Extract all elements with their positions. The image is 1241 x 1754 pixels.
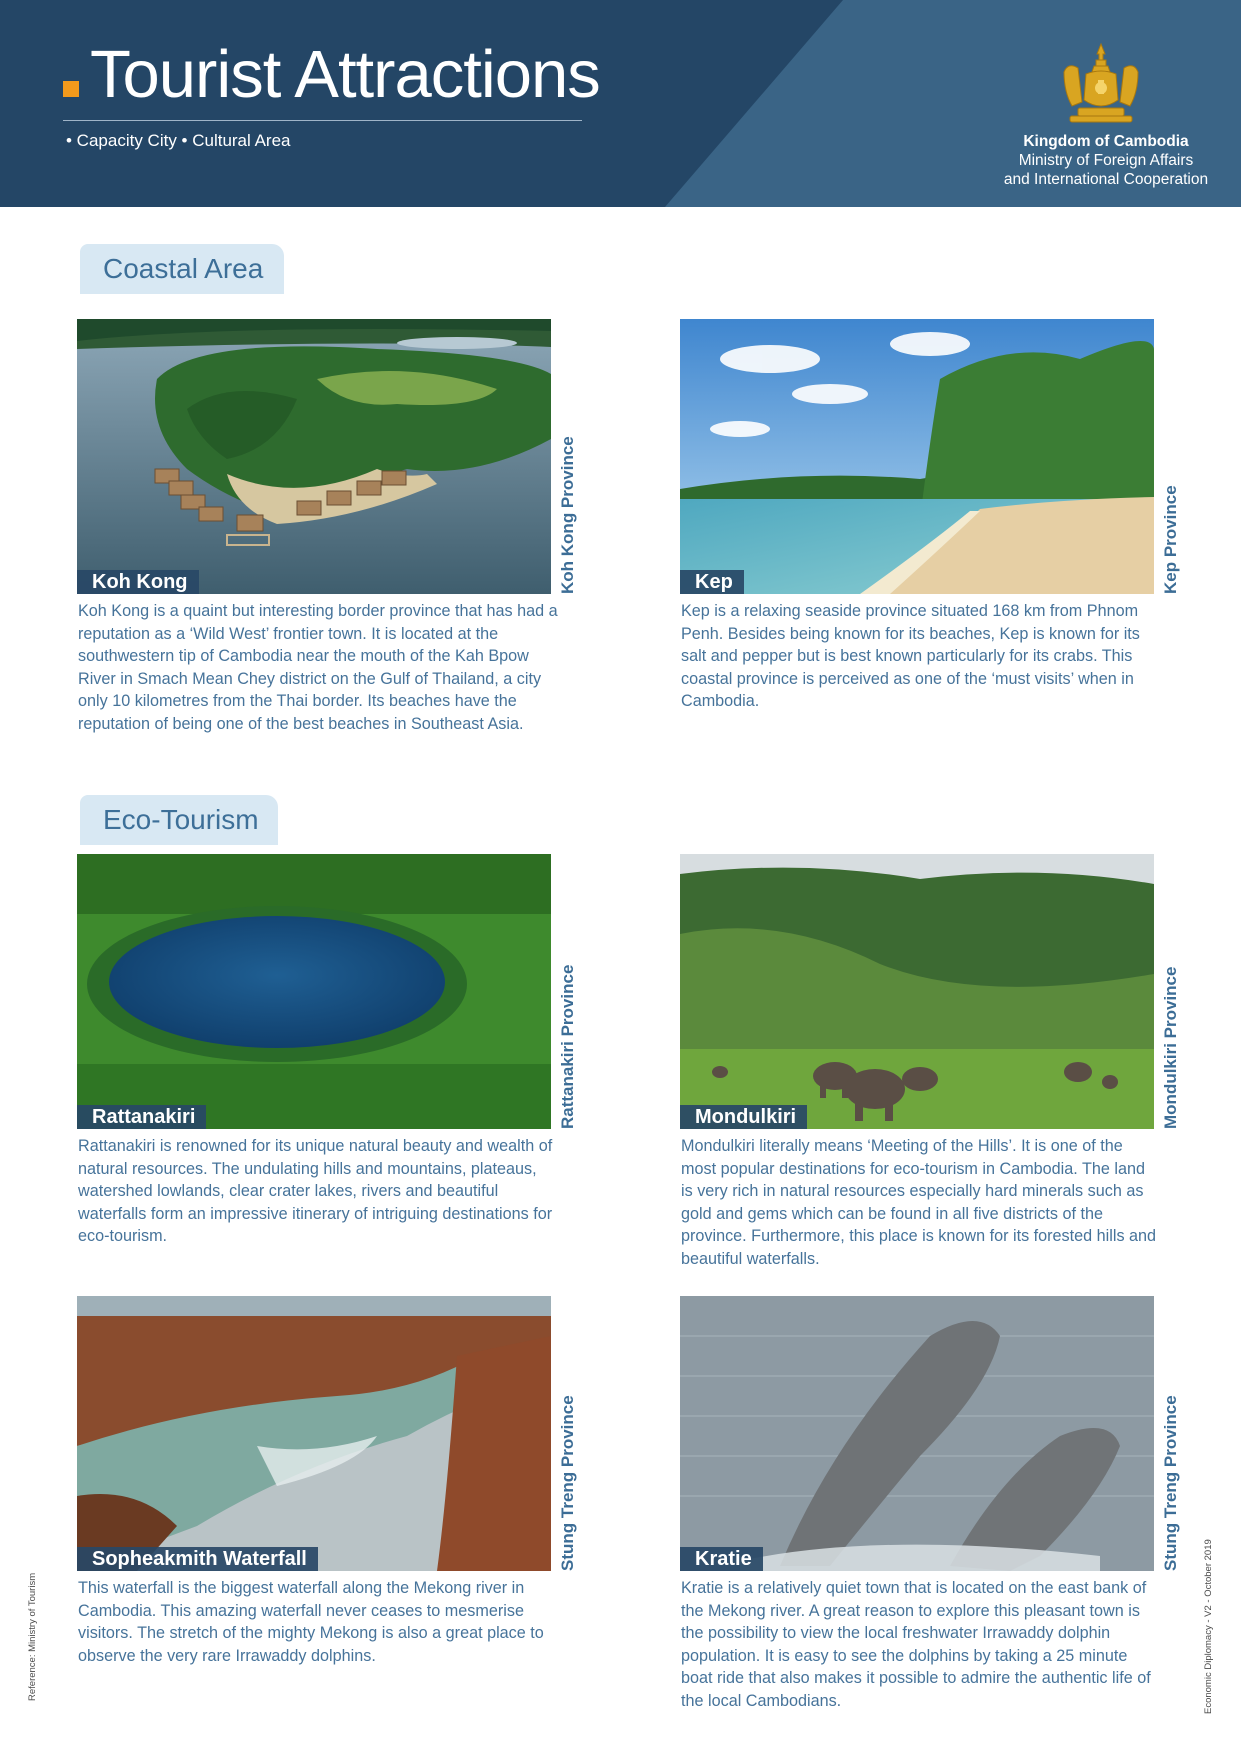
- page-title: Tourist Attractions: [90, 37, 600, 112]
- title-divider: [63, 120, 582, 121]
- card-name-label: Koh Kong: [77, 570, 199, 594]
- province-text: Stung Treng Province: [558, 1395, 577, 1571]
- edition-note: Economic Diplomacy - V2 - October 2019: [1203, 1539, 1214, 1714]
- province-text: Koh Kong Province: [558, 436, 577, 594]
- rattanakiri-photo: [77, 854, 551, 1129]
- card-description: Rattanakiri is renowned for its unique natural beauty and wealth of natural resources. The undulating hills and mountains, plateaus, watershed lowlands, clear crater lakes, rivers and beautiful waterfalls form an impressive itinerary of intriguing destinations for eco-tourism.: [78, 1137, 553, 1245]
- card-name-label: Rattanakiri: [77, 1105, 206, 1129]
- province-label-vertical: [1161, 319, 1187, 594]
- ministry-block: [990, 132, 1222, 189]
- card-name-label: Kratie: [680, 1547, 763, 1571]
- org-country: Kingdom of Cambodia: [1023, 133, 1189, 150]
- card-description: Mondulkiri literally means ‘Meeting of the Hills’. It is one of the most popular destinations for eco-tourism in Cambodia. The land is very rich in natural resources especially hard minerals such as gold and gems which can be found in all five districts of the province. Furthermore, this place is known for its forested hills and beautiful waterfalls.: [681, 1137, 1157, 1268]
- province-label-vertical: [558, 854, 584, 1129]
- card-name-label: Sopheakmith Waterfall: [77, 1547, 318, 1571]
- section-tab-coastal-area: Coastal Area: [80, 244, 284, 294]
- royal-coat-of-arms-icon: [1058, 42, 1144, 124]
- card-description: Koh Kong is a quaint but interesting border province that has had a reputation as a ‘Wild West’ frontier town. It is located at the southwestern tip of Cambodia near the mouth of the Kah Bpow River in Smach Mean Chey district on the Gulf of Thailand, a city only 10 kilometres from the Thai border. Its beaches have the reputation of being one of the best beaches in Southeast Asia.: [78, 602, 558, 733]
- province-text: Mondulkiri Province: [1161, 966, 1180, 1129]
- koh-kong-photo: [77, 319, 551, 594]
- page-header: [0, 0, 1241, 207]
- header-tags: • Capacity City • Cultural Area: [66, 131, 291, 150]
- province-label-vertical: [558, 1296, 584, 1571]
- card-name-label: Mondulkiri: [680, 1105, 807, 1129]
- org-ministry-cont: and International Cooperation: [1003, 171, 1209, 188]
- sopheakmith-waterfall-photo: [77, 1296, 551, 1571]
- province-label-vertical: [558, 319, 584, 594]
- province-label-vertical: [1161, 1296, 1187, 1571]
- card-description: Kratie is a relatively quiet town that is located on the east bank of the Mekong river. A great reason to explore this pleasant town is the possibility to view the local freshwater Irrawaddy dolphin population. It is easy to see the dolphins by taking a 25 minute boat ride that also makes it possible to admire the authentic life of the local Cambodians.: [681, 1579, 1151, 1710]
- org-ministry: Ministry of Foreign Affairs: [1018, 152, 1194, 169]
- province-text: Kep Province: [1161, 485, 1180, 594]
- card-description: Kep is a relaxing seaside province situated 168 km from Phnom Penh. Besides being known for its beaches, Kep is known for its salt and pepper but is best known particularly for its crabs. This coastal province is perceived as one of the ‘must visits’ when in Cambodia.: [681, 602, 1140, 710]
- province-text: Stung Treng Province: [1161, 1395, 1180, 1571]
- card-description: This waterfall is the biggest waterfall along the Mekong river in Cambodia. This amazing waterfall never ceases to mesmerise visitors. The stretch of the mighty Mekong is also a great place to observe the very rare Irrawaddy dolphins.: [78, 1579, 544, 1665]
- kep-photo: [680, 319, 1154, 594]
- mondulkiri-photo: [680, 854, 1154, 1129]
- section-tab-eco-tourism: Eco-Tourism: [80, 795, 278, 845]
- province-text: Rattanakiri Province: [558, 964, 577, 1129]
- card-name-label: Kep: [680, 570, 744, 594]
- province-label-vertical: [1161, 854, 1187, 1129]
- reference-note: Reference: Ministry of Tourism: [27, 1572, 38, 1701]
- kratie-photo: [680, 1296, 1154, 1571]
- title-bullet-square: [63, 81, 79, 97]
